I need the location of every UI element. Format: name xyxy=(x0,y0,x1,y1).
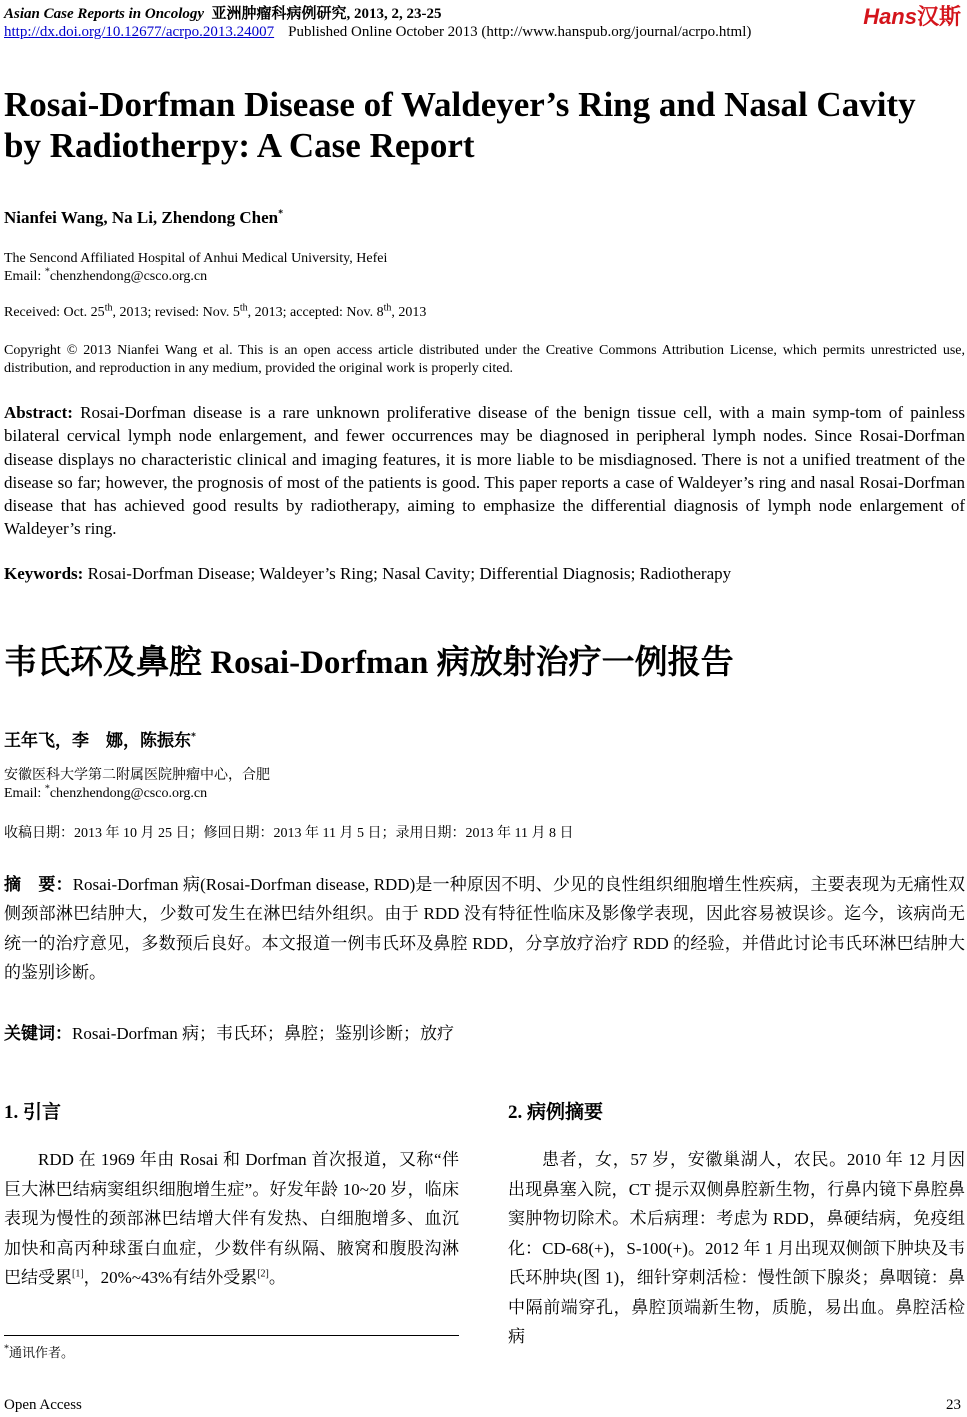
authors-en xyxy=(4,208,283,228)
footnote-divider xyxy=(4,1335,459,1336)
authors-en-names: Nianfei Wang, Na Li, Zhendong Chen xyxy=(4,208,279,227)
abstract-text: Rosai-Dorfman disease is a rare unknown proliferative disease of the benign tissue cell, with a main symp-tom of painless bilateral cervical lymph node enlargement, and fewer occurrences may be diagnosed in peripheral lymph nodes. Since Rosai-Dorfman disease displays no characteristic clinical and imaging features, it is more liable to be misdiagnosed. There is not a unified treatment of the disease so far; however, the prognosis of most of the patients is good. This paper reports a case of Waldeyer’s ring and nasal Rosai-Dorfman disease that has achieved good results by radiotherapy, aiming to emphasize the differential diagnosis of lymph node enlargement of Waldeyer’s ring. xyxy=(4,403,965,539)
affiliation-cn: 安徽医科大学第二附属医院肿瘤中心，合肥 xyxy=(4,768,270,783)
abstract-cn xyxy=(4,870,965,987)
email-en xyxy=(4,268,387,286)
keywords-cn-label: 关键词： xyxy=(4,1024,72,1043)
hans-logo xyxy=(863,0,961,31)
keywords-text: Rosai-Dorfman Disease; Waldeyer’s Ring; Nasal Cavity; Differential Diagnosis; Radiotherapy xyxy=(83,564,732,583)
th-sup: th xyxy=(383,302,392,314)
footer-open-access: Open Access xyxy=(4,1397,82,1413)
affiliation-en-block xyxy=(4,250,387,286)
email-label: Email: xyxy=(4,786,45,801)
keywords-cn xyxy=(4,1019,454,1044)
corresponding-mark-cn: * xyxy=(191,731,196,743)
section-1-text-b: ，20%~43%有结外受累 xyxy=(83,1268,258,1287)
email-address: chenzhendong@csco.org.cn xyxy=(49,786,208,801)
section-1-heading: 1. 引言 xyxy=(4,1102,62,1123)
received-dates-cn: 收稿日期：2013 年 10 月 25 日；修回日期：2013 年 11 月 5 日；录用日期：2013 年 11 月 8 日 xyxy=(4,826,574,841)
section-2-body: 患者，女，57 岁，安徽巢湖人，农民。2010 年 12 月因出现鼻塞入院，CT 提示双侧鼻腔新生物，行鼻内镜下鼻腔鼻窦肿物切除术。术后病理：考虑为 RDD，鼻硬结病，免疫组化：CD-68(+)，S-100(+)。2012 年 1 月出现双侧颌下肿块及韦氏环肿块(图 1)，细针穿刺活检：慢性颌下腺炎；鼻咽镜：鼻中隔前端穿孔，鼻腔顶端新生物，质脆，易出血。鼻腔活检病 xyxy=(508,1150,965,1346)
th-sup: th xyxy=(104,302,113,314)
section-1-text-a: RDD 在 1969 年由 Rosai 和 Dorfman 首次报道，又称“伴巨大淋巴结病窦组织细胞增生症”。好发年龄 10~20 岁，临床表现为慢性的颈部淋巴结增大伴有发热、白细胞增多、血沉加快和高丙种球蛋白血症，少数伴有纵隔、腋窝和腹股沟淋巴结受累 xyxy=(4,1150,459,1287)
doi-link[interactable]: http://dx.doi.org/10.12677/acrpo.2013.24007 xyxy=(4,24,275,40)
revised-label: , 2013; revised: Nov. 5 xyxy=(112,305,240,320)
footnote xyxy=(4,1342,74,1361)
copyright-notice: Copyright © 2013 Nianfei Wang et al. This is an open access article distributed under the Creative Commons Attribution License, which permits unrestricted use, distribution, and reproduction in any medium, provided the original work is properly cited. xyxy=(4,343,965,376)
footnote-text: 通讯作者。 xyxy=(9,1345,75,1360)
paper-title-cn: 韦氏环及鼻腔 Rosai-Dorfman 病放射治疗一例报告 xyxy=(4,645,734,681)
affiliation-en: The Sencond Affiliated Hospital of Anhui Medical University, Hefei xyxy=(4,251,388,266)
accepted-label: , 2013; accepted: Nov. 8 xyxy=(247,305,384,320)
email-cn xyxy=(4,785,270,803)
running-header-journal xyxy=(4,2,442,23)
abstract-en xyxy=(4,401,965,541)
year-tail: , 2013 xyxy=(391,305,427,320)
section-1-body xyxy=(4,1145,459,1293)
reference-1[interactable]: [1] xyxy=(72,1268,84,1280)
journal-name: Asian Case Reports in Oncology xyxy=(4,6,205,22)
email-label: Email: xyxy=(4,269,45,284)
section-1-text-c: 。 xyxy=(268,1268,286,1287)
section-2-heading: 2. 病例摘要 xyxy=(508,1102,604,1123)
received-dates-en xyxy=(4,304,426,322)
keywords-en xyxy=(4,564,731,584)
th-sup: th xyxy=(239,302,248,314)
email-address: chenzhendong@csco.org.cn xyxy=(49,269,208,284)
affiliation-cn-block xyxy=(4,767,270,803)
page-number: 23 xyxy=(946,1397,961,1413)
authors-cn-names: 王年飞，李 娜，陈振东 xyxy=(4,731,191,750)
abstract-label: Abstract: xyxy=(4,403,73,422)
keywords-label: Keywords: xyxy=(4,564,84,583)
authors-cn xyxy=(4,726,196,751)
published-online: Published Online October 2013 (http://www.hanspub.org/journal/acrpo.html) xyxy=(288,24,752,40)
keywords-cn-text: Rosai-Dorfman 病；韦氏环；鼻腔；鉴别诊断；放疗 xyxy=(72,1024,455,1043)
received-label: Received: Oct. 25 xyxy=(4,305,105,320)
logo-cn: 汉斯 xyxy=(916,4,961,29)
running-header-doi-line xyxy=(4,24,751,41)
footnote-mark: * xyxy=(4,1343,9,1355)
email-mark: * xyxy=(44,783,50,795)
corresponding-mark: * xyxy=(278,208,284,220)
abstract-cn-text: Rosai-Dorfman 病(Rosai-Dorfman disease, RDD)是一种原因不明、少见的良性组织细胞增生性疾病，主要表现为无痛性双侧颈部淋巴结肿大，少数可发生在淋巴结外组织。由于 RDD 没有特征性临床及影像学表现，因此容易被误诊。迄今，该病尚无统一的治疗意见，多数预后良好。本文报道一例韦氏环及鼻腔 RDD，分享放疗治疗 RDD 的经验，并借此讨论韦氏环淋巴结肿大的鉴别诊断。 xyxy=(4,875,965,982)
logo-latin: Hans xyxy=(863,4,917,29)
paper-title-en: Rosai-Dorfman Disease of Waldeyer’s Ring and Nasal Cavity by Radiotherpy: A Case Report xyxy=(4,85,916,165)
journal-cn-info: 亚洲肿瘤科病例研究, 2013, 2, 23-25 xyxy=(211,6,442,22)
abstract-cn-label: 摘 要： xyxy=(4,875,73,894)
email-mark: * xyxy=(44,266,50,278)
reference-2[interactable]: [2] xyxy=(257,1268,269,1280)
